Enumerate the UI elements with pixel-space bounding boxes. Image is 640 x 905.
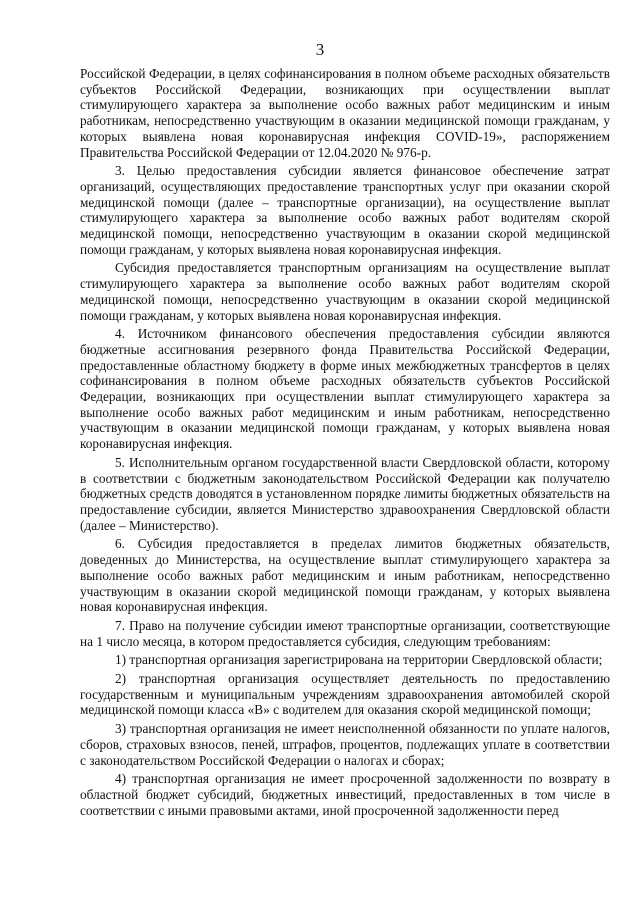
document-body — [80, 66, 610, 818]
requirement-2: 2) транспортная организация осуществляет деятельность по предоставлению государственным и муниципальным учреждениям здравоохранения автомобилей скорой медицинской помощи класса «В» с водителем для оказания скорой медицинской помощи; — [80, 671, 610, 718]
requirement-1: 1) транспортная организация зарегистрирована на территории Свердловской области; — [115, 652, 603, 668]
paragraph-item-4: 4. Источником финансового обеспечения предоставления субсидии являются бюджетные ассигнования резервного фонда Правительства Российской Федерации, предоставленные областному бюджету в форме иных межбюджетных трансфертов в целях софинансирования в полном объеме расходных обязательств субъектов Российской Федерации, возникающих при осуществлении выплат стимулирующего характера за выполнение особо важных работ медицинским и иным работникам, непосредственно участвующим в оказании медицинской помощи гражданам, у которых выявлена новая коронавирусная инфекция. — [80, 326, 610, 452]
page-number: 3 — [315, 40, 325, 59]
requirement-3: 3) транспортная организация не имеет неисполненной обязанности по уплате налогов, сборов, страховых взносов, пеней, штрафов, процентов, подлежащих уплате в соответствии с законодательством Российской Федерации о налогах и сборах; — [80, 721, 610, 768]
requirement-4: 4) транспортная организация не имеет просроченной задолженности по возврату в областной бюджет субсидий, бюджетных инвестиций, предоставленных в том числе в соответствии с иными правовыми актами, иной просроченной задолженности перед — [80, 771, 610, 818]
paragraph-item-5: 5. Исполнительным органом государственной власти Свердловской области, которому в соответствии с бюджетным законодательством Российской Федерации как получателю бюджетных средств доводятся в установленном порядке лимиты бюджетных обязательств на предоставление субсидии, является Министерство здравоохранения Свердловской области (далее – Министерство). — [80, 454, 610, 533]
paragraph-item-7: 7. Право на получение субсидии имеют транспортные организации, соответствующие на 1 число месяца, в котором предоставляется субсидия, следующим требованиям: — [80, 617, 610, 649]
paragraph-item-6: 6. Субсидия предоставляется в пределах лимитов бюджетных обязательств, доведенных до Министерства, на осуществление выплат стимулирующего характера за выполнение особо важных работ медицинским и иным работникам, непосредственно участвующим в оказании скорой медицинской помощи гражданам, у которых выявлена новая коронавирусная инфекция. — [80, 536, 610, 615]
paragraph-continuation: Российской Федерации, в целях софинансирования в полном объеме расходных обязательств субъектов Российской Федерации, возникающих при осуществлении выплат стимулирующего характера за выполнение особо важных работ медицинским и иным работникам, непосредственно участвующим в оказании медицинской помощи гражданам, у которых выявлена новая коронавирусная инфекция COVID-19», распоряжением Правительства Российской Федерации от 12.04.2020 № 976-р. — [80, 66, 610, 160]
paragraph-subsidy-recipients: Субсидия предоставляется транспортным организациям на осуществление выплат стимулирующего характера за выполнение особо важных работ водителям скорой медицинской помощи, непосредственно участвующим в оказании скорой медицинской помощи гражданам, у которых выявлена новая коронавирусная инфекция. — [80, 260, 610, 323]
paragraph-item-3: 3. Целью предоставления субсидии является финансовое обеспечение затрат организаций, осуществляющих предоставление транспортных услуг при оказании скорой медицинской помощи (далее – транспортные организации), на осуществление выплат стимулирующего характера за выполнение особо важных работ водителям скорой медицинской помощи, непосредственно участвующим в оказании скорой медицинской помощи гражданам, у которых выявлена новая коронавирусная инфекция. — [80, 163, 610, 257]
